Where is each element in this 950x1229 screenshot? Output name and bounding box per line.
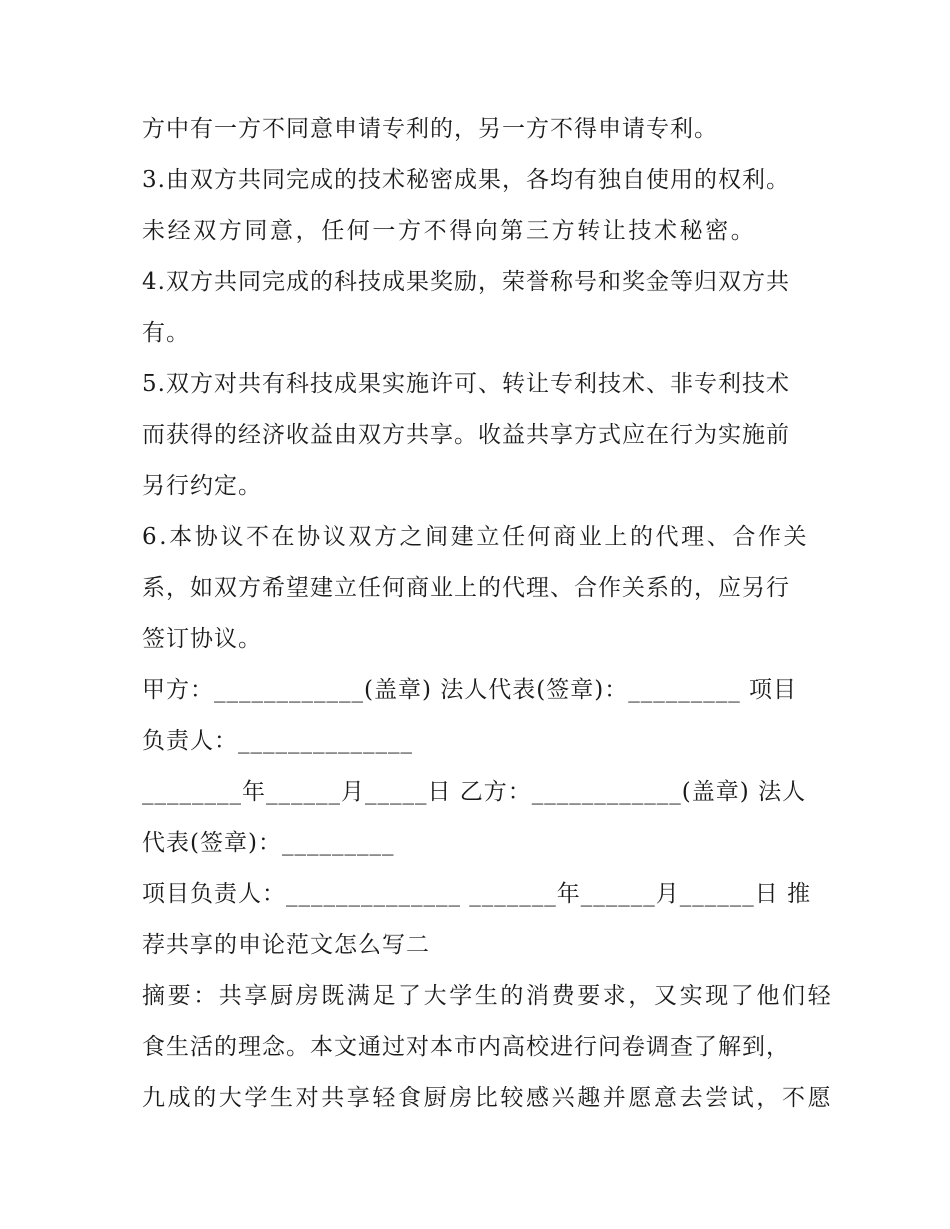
text-line: 3.由双方共同完成的技术秘密成果，各均有独自使用的权利。 [142,167,790,193]
text-line: 6.本协议不在协议双方之间建立任何商业上的代理、合作关 [142,524,810,550]
text-line: 另行约定。 [142,473,262,499]
text-line: 项目负责人：______________ _______年______月______日 推 [142,881,812,907]
text-line: 有。 [142,320,190,346]
text-line: 而获得的经济收益由双方共享。收益共享方式应在行为实施前 [142,422,790,448]
section-heading: 荐共享的申论范文怎么写二 [142,932,430,958]
text-line: 摘要：共享厨房既满足了大学生的消费要求，又实现了他们轻 [142,983,834,1009]
text-line: 负责人：______________ [142,728,413,754]
text-line: ________年______月_____日 乙方：____________(盖章) 法人 [142,779,807,805]
text-line: 未经双方同意，任何一方不得向第三方转让技术秘密。 [142,218,757,244]
text-line: 食生活的理念。本文通过对本市内高校进行问卷调查了解到， [142,1034,790,1060]
text-line: 签订协议。 [142,626,262,652]
text-line: 甲方：____________(盖章) 法人代表(签章)：_________ 项目 [142,677,798,703]
text-line: 方中有一方不同意申请专利的，另一方不得申请专利。 [142,116,718,142]
text-line: 代表(签章)：_________ [142,830,395,856]
text-line: 系，如双方希望建立任何商业上的代理、合作关系的，应另行 [142,575,790,601]
document-body [142,104,834,1124]
text-line: 九成的大学生对共享轻食厨房比较感兴趣并愿意去尝试，不愿 [142,1085,834,1111]
text-line: 4.双方共同完成的科技成果奖励，荣誉称号和奖金等归双方共 [142,269,790,295]
text-line: 5.双方对共有科技成果实施许可、转让专利技术、非专利技术 [142,371,790,397]
